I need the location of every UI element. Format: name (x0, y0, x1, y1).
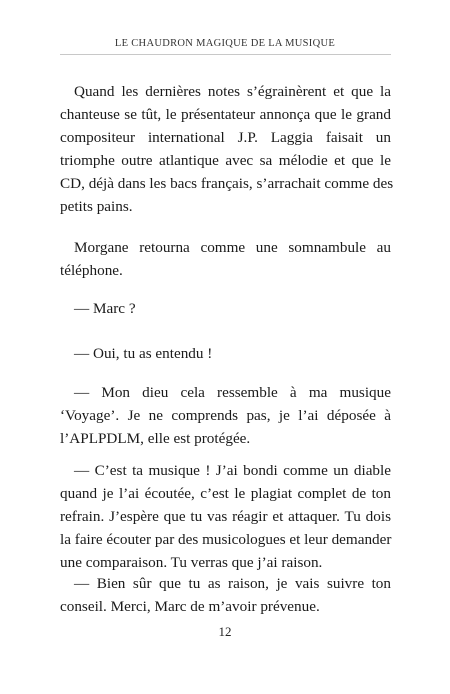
text-line: refrain. J’espère que tu vas réagir et attaquer. Tu dois (60, 508, 391, 525)
paragraph-2 (60, 236, 391, 282)
text-line: triomphe outre atlantique avec sa mélodie et que le (60, 152, 391, 169)
text-line: — Bien sûr que tu as raison, je vais suivre ton (74, 575, 391, 592)
text-line: — Oui, tu as entendu ! (74, 345, 213, 362)
text-line: ‘Voyage’. Je ne comprends pas, je l’ai déposée à (60, 407, 391, 424)
text-line: quand je l’ai écoutée, c’est le plagiat complet de ton (60, 485, 391, 502)
paragraph-6 (60, 459, 391, 574)
text-line: — C’est ta musique ! J’ai bondi comme un diable (74, 462, 391, 479)
text-line: — Mon dieu cela ressemble à ma musique (74, 384, 391, 401)
text-line: compositeur international J.P. Laggia faisait un (60, 129, 391, 146)
paragraph-4 (60, 342, 391, 365)
text-line: — Marc ? (74, 300, 136, 317)
text-line: conseil. Merci, Marc de m’avoir prévenue. (60, 598, 320, 615)
text-line: chanteuse se tût, le présentateur annonça que le grand (60, 106, 391, 123)
paragraph-5 (60, 381, 391, 450)
paragraph-3 (60, 297, 391, 320)
text-line: l’APLPDLM, elle est protégée. (60, 430, 251, 447)
text-line: petits pains. (60, 198, 133, 215)
text-line: la faire écouter par des musicologues et leur demander (60, 531, 392, 548)
paragraph-7 (60, 572, 391, 618)
text-line: CD, déjà dans les bacs français, s’arrachait comme des (60, 175, 394, 192)
paragraph-1 (60, 80, 394, 218)
text-line: téléphone. (60, 262, 123, 279)
header-rule (60, 54, 391, 55)
running-head: LE CHAUDRON MAGIQUE DE LA MUSIQUE (114, 38, 336, 49)
page-number: 12 (218, 624, 232, 639)
text-line: une comparaison. Tu verras que j’ai raison. (60, 554, 323, 571)
text-line: Morgane retourna comme une somnambule au (74, 239, 391, 256)
text-line: Quand les dernières notes s’égrainèrent et que la (74, 83, 391, 100)
